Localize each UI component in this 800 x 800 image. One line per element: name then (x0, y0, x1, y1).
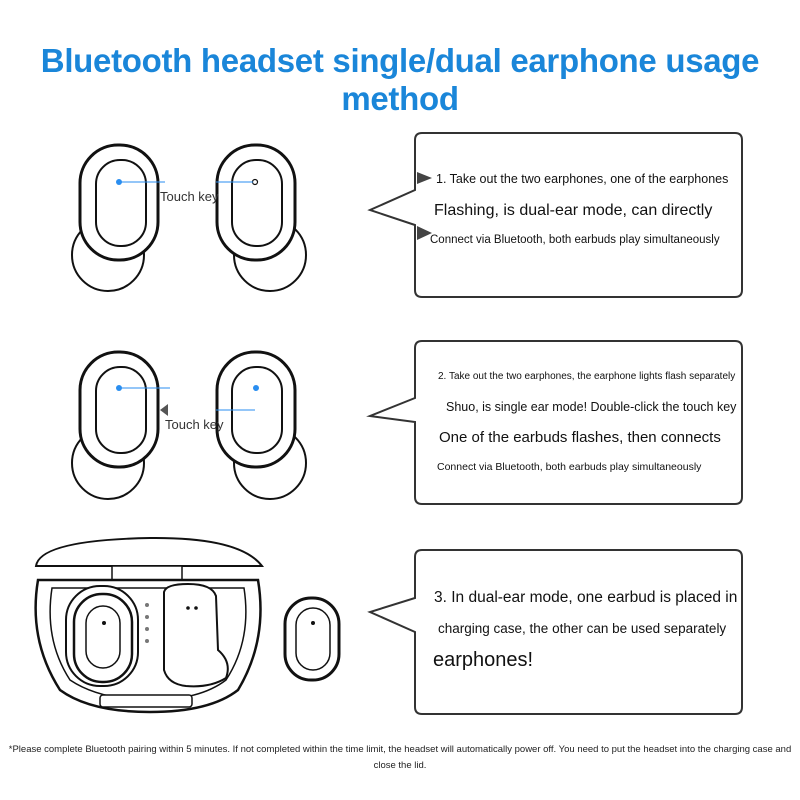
bubble-2-line-4: Connect via Bluetooth, both earbuds play simultaneously (437, 461, 702, 473)
earbud-left-1 (72, 145, 158, 291)
touch-key-label: Touch key (160, 189, 219, 204)
bubble-2-line-2: Shuo, is single ear mode! Double-click the touch key (446, 400, 737, 414)
earbud-left-2 (72, 352, 158, 499)
footnote: *Please complete Bluetooth pairing within 5 minutes. If not completed within the time limit, the headset will automatically power off. You need to put the headset into the charging case and close the lid. (8, 744, 792, 771)
earbud-single-3 (285, 598, 339, 680)
touch-key-dot-icon (253, 180, 258, 185)
bubble-1-line-2: Flashing, is dual-ear mode, can directly (434, 202, 713, 219)
bubble-2-line-1: 2. Take out the two earphones, the earphone lights flash separately (438, 371, 736, 382)
led-indicator-icon (253, 385, 259, 391)
bubble-1-line-3: Connect via Bluetooth, both earbuds play simultaneously (430, 234, 720, 246)
earbud-right-1 (217, 145, 306, 291)
bubble-3-line-2: charging case, the other can be used separately (438, 621, 727, 636)
touch-key-label: Touch key (165, 417, 224, 432)
bubble-3-line-1: 3. In dual-ear mode, one earbud is placed in (434, 589, 738, 606)
bubble-1-line-1: 1. Take out the two earphones, one of the earphones (436, 172, 729, 186)
page-title: Bluetooth headset single/dual earphone usage method (40, 42, 760, 117)
earbud-right-2 (217, 352, 306, 499)
charging-case (36, 538, 262, 712)
bubble-3-line-3: earphones! (433, 649, 534, 671)
speech-bubble-2 (370, 341, 742, 504)
bubble-2-line-3: One of the earbuds flashes, then connects (439, 429, 721, 446)
